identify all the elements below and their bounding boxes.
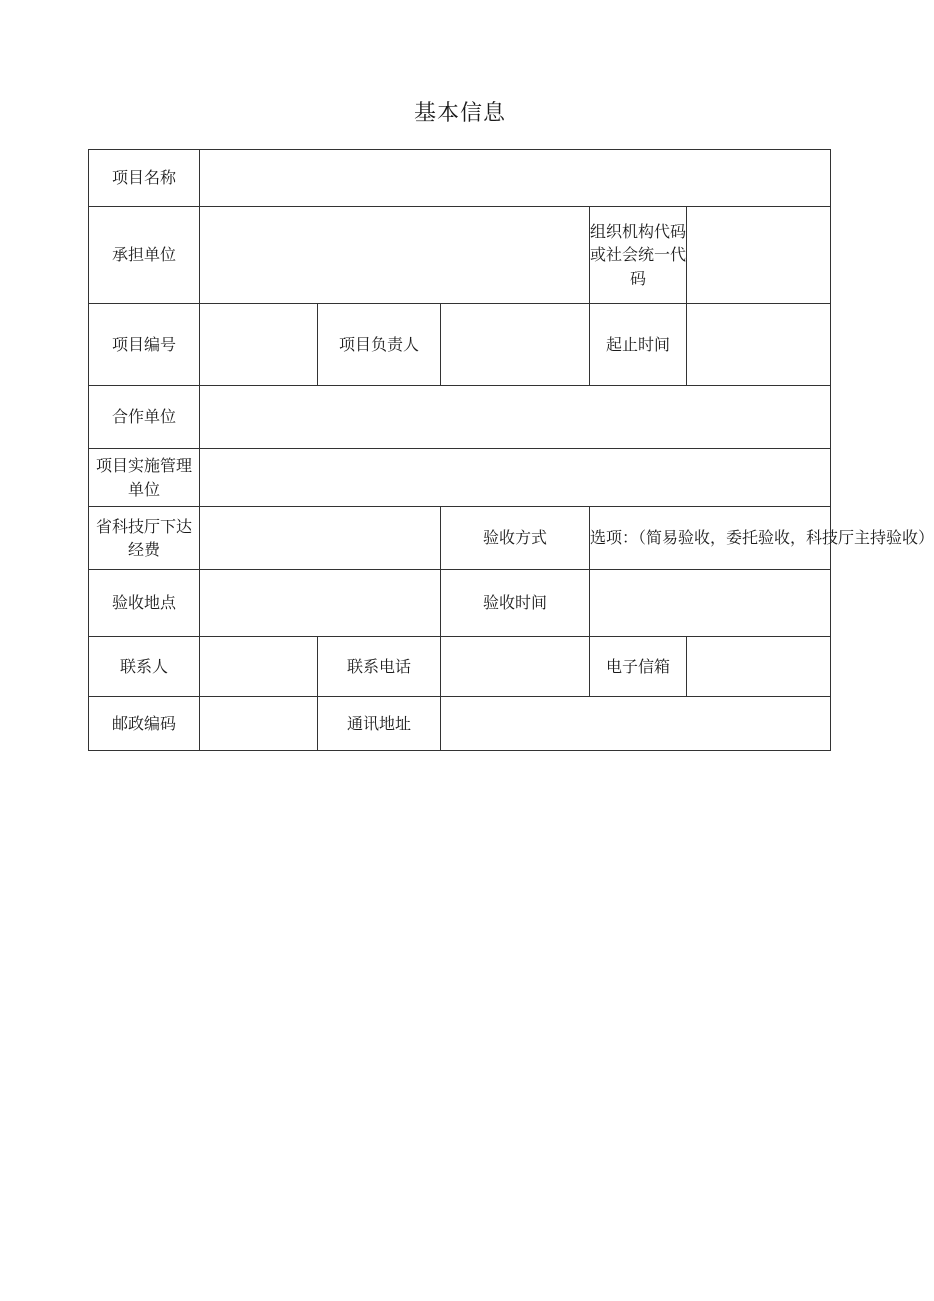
org-code-field[interactable] (687, 207, 831, 304)
undertaking-unit-label: 承担单位 (89, 207, 200, 304)
project-number-field[interactable] (200, 304, 318, 386)
implementation-unit-field[interactable] (200, 449, 831, 507)
project-name-label: 项目名称 (89, 150, 200, 207)
contact-phone-field[interactable] (441, 637, 590, 697)
postal-code-label: 邮政编码 (89, 697, 200, 751)
acceptance-location-field[interactable] (200, 570, 441, 637)
table-row (89, 697, 831, 751)
mailing-address-label: 通讯地址 (318, 697, 441, 751)
mailing-address-field[interactable] (441, 697, 831, 751)
contact-phone-label: 联系电话 (318, 637, 441, 697)
undertaking-unit-field[interactable] (200, 207, 590, 304)
project-number-label: 项目编号 (89, 304, 200, 386)
org-code-label: 组织机构代码或社会统一代码 (590, 207, 687, 304)
table-row (89, 150, 831, 207)
implementation-unit-label: 项目实施管理单位 (89, 449, 200, 507)
email-field[interactable] (687, 637, 831, 697)
acceptance-time-label: 验收时间 (441, 570, 590, 637)
project-leader-label: 项目负责人 (318, 304, 441, 386)
contact-person-field[interactable] (200, 637, 318, 697)
email-label: 电子信箱 (590, 637, 687, 697)
project-name-field[interactable] (200, 150, 831, 207)
cooperating-unit-label: 合作单位 (89, 386, 200, 449)
table-row (89, 207, 831, 304)
table-row (89, 304, 831, 386)
start-end-time-label: 起止时间 (590, 304, 687, 386)
start-end-time-field[interactable] (687, 304, 831, 386)
acceptance-time-field[interactable] (590, 570, 831, 637)
cooperating-unit-field[interactable] (200, 386, 831, 449)
table-row (89, 449, 831, 507)
acceptance-location-label: 验收地点 (89, 570, 200, 637)
contact-person-label: 联系人 (89, 637, 200, 697)
project-leader-field[interactable] (441, 304, 590, 386)
postal-code-field[interactable] (200, 697, 318, 751)
page-title: 基本信息 (413, 101, 506, 126)
table-row (89, 386, 831, 449)
table-row (89, 637, 831, 697)
acceptance-method-options[interactable]: 选项：（简易验收，委托验收，科技厅主持验收） (590, 507, 831, 570)
provincial-funds-field[interactable] (200, 507, 441, 570)
table-row (89, 570, 831, 637)
table-row (89, 507, 831, 570)
basic-info-table (88, 149, 934, 751)
provincial-funds-label: 省科技厅下达经费 (89, 507, 200, 570)
acceptance-method-label: 验收方式 (441, 507, 590, 570)
